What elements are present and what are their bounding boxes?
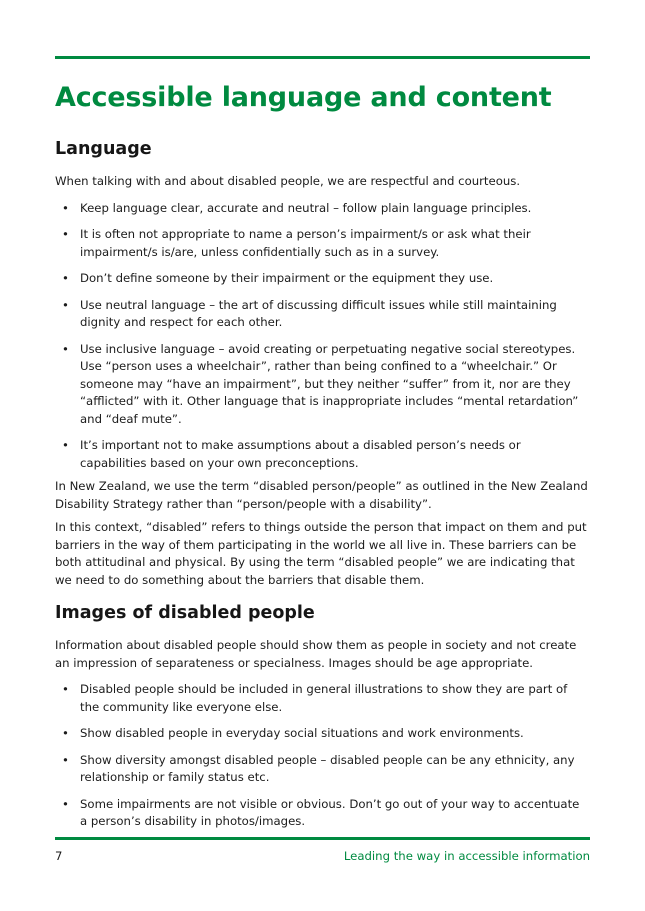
- bullet-item: • Show diversity amongst disabled people – disabled people can be any ethnicity, any relationship or family status etc.: [55, 752, 590, 787]
- footer-rule: [55, 837, 590, 840]
- footer-tagline: Leading the way in accessible information: [343, 849, 590, 863]
- bullet-item: • Don’t define someone by their impairment or the equipment they use.: [55, 270, 590, 288]
- bullet-item: • Use neutral language – the art of discussing difficult issues while still maintaining dignity and respect for each other.: [55, 297, 590, 332]
- footer-row: [55, 849, 590, 863]
- top-rule: [55, 56, 590, 59]
- intro-paragraph: Information about disabled people should show them as people in society and not create an impression of separateness or specialness. Images should be age appropriate.: [55, 638, 577, 670]
- section-images-of-disabled-people: [55, 603, 590, 831]
- paragraph: In this context, “disabled” refers to things outside the person that impact on them and put barriers in the way of them participating in the world we all live in. These barriers can be both attitudinal and physical. By using the term “disabled people” we are indicating that we need to do something about the barriers that disable them.: [55, 520, 587, 587]
- page-footer: [55, 837, 590, 863]
- bullet-item: • Disabled people should be included in general illustrations to show they are part of the community like everyone else.: [55, 681, 590, 716]
- bullet-item: • It’s important not to make assumptions about a disabled person’s needs or capabilities based on your own preconceptions.: [55, 437, 590, 472]
- section-language: [55, 139, 590, 589]
- page-title: Accessible language and content: [55, 82, 552, 113]
- bullet-item: • Keep language clear, accurate and neutral – follow plain language principles.: [55, 200, 590, 218]
- bullet-item: • It is often not appropriate to name a person’s impairment/s or ask what their impairment/s is/are, unless confidentially such as in a survey.: [55, 226, 590, 261]
- intro-paragraph: When talking with and about disabled people, we are respectful and courteous.: [55, 174, 521, 188]
- page-number: 7: [55, 849, 63, 863]
- bullet-item: • Some impairments are not visible or obvious. Don’t go out of your way to accentuate a person’s disability in photos/images.: [55, 796, 590, 831]
- bullet-item: • Show disabled people in everyday social situations and work environments.: [55, 725, 590, 743]
- bullet-item: • Use inclusive language – avoid creating or perpetuating negative social stereotypes. Use “person uses a wheelchair”, rather than being confined to a “wheelchair.” Or someone may “have an impairment”, but they neither “suffer” from it, nor are they “afflicted” with it. Other language that is inappropriate includes “mental retardation” and “deaf mute”.: [55, 341, 590, 429]
- paragraph: In New Zealand, we use the term “disabled person/people” as outlined in the New Zealand Disability Strategy rather than “person/people with a disability”.: [55, 479, 588, 511]
- bullet-list-language: [55, 200, 590, 473]
- section-heading-images: Images of disabled people: [55, 603, 315, 623]
- bullet-list-images: [55, 681, 590, 831]
- section-heading-language: Language: [55, 139, 152, 159]
